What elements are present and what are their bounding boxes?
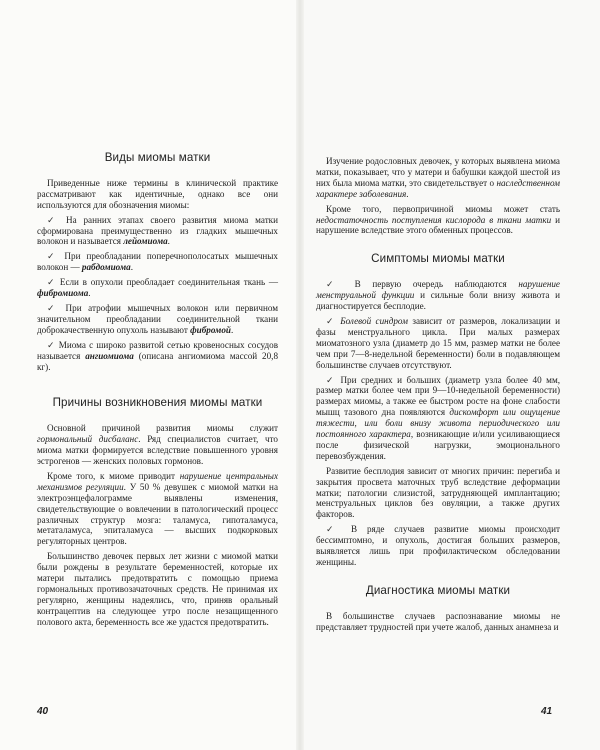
intro-paragraph: Приведенные ниже термины в клинической практике рассматривают как идентичные, однако все они используются для обозначения миомы: <box>37 177 278 210</box>
list-item: ✓ На ранних этапах своего развития миома матки сформирована преимущественно из гладких мышечных волокон и называется лейомиома. <box>37 214 278 247</box>
checkmark-icon: ✓ <box>47 214 60 225</box>
page-number-right: 41 <box>541 706 553 717</box>
checkmark-icon: ✓ <box>47 277 57 288</box>
page-number-left: 40 <box>37 706 49 717</box>
list-item: ✓ При средних и больших (диаметр узла более 40 мм, размер матки более чем при 9—10-недельной беременности) размерах миомы, а также ее быстром росте на фоне слабости мышц тазового дна появляются дискомфорт или ощущение тяжести, или боли внизу живота периодического или постоянного характера, возникающие и/или усиливающиеся после физической нагрузки, эмоционального перевозбуждения. <box>316 374 561 461</box>
heading-diagnostics: Диагностика миомы матки <box>365 583 511 597</box>
term-fibroma: фибромой <box>190 324 231 335</box>
checkmark-icon: ✓ <box>47 339 56 350</box>
list-item: ✓ При атрофии мышечных волокон или первичном значительном преобладании соединительной ткани доброкачественную опухоль называют фибромой. <box>37 302 278 335</box>
heading-symptoms: Симптомы миомы матки <box>371 252 505 266</box>
right-column <box>316 156 560 637</box>
paragraph-regulation: Кроме того, к миоме приводит нарушение центральных механизмов регуляции. У 50 % девушек с миомой матки на электроэнцефалограмме выявлены изменения, свидетельствующие о вовлечении в патологический процесс различных структур мозга: таламуса, гипоталамуса, метаталамуса, эпиталамуса — высших подкорковых регуляторных центров. <box>37 470 279 547</box>
heading-types-of-fibroids: Виды миомы матки <box>104 151 211 164</box>
paragraph-diagnostics: В большинстве случаев распознавание миомы не представляет трудностей при учете жалоб, данных анамнеза и <box>316 610 560 632</box>
paragraph-infertility: Развитие бесплодия зависит от многих причин: перегиба и закрытия просвета маточных труб вследствие деформации матки; патологии слизистой, затрудняющей имплантацию; менструальных циклов без овуляции, а также других факторов. <box>316 465 560 520</box>
checkmark-icon: ✓ <box>47 251 59 262</box>
checkmark-icon: ✓ <box>326 524 342 535</box>
paragraph-oxygen: Кроме того, первопричиной миомы может стать недостаточность поступления кислорода в ткани матки и нарушение вследствие этого обменных процессов. <box>316 203 560 236</box>
paragraph-heredity: Изучение родословных девочек, у которых выявлена миома матки, показывает, что у матери и бабушки каждой шестой из них была миома матки, это свидетельствует о наследственном характере заболевания. <box>316 156 560 199</box>
term-angiomyoma: ангиомиома <box>85 350 134 361</box>
checkmark-icon: ✓ <box>326 315 336 326</box>
checkmark-icon: ✓ <box>47 302 59 313</box>
left-column <box>37 153 278 632</box>
list-item: ✓ В ряде случаев развитие миомы происходит бессимптомно, и опухоль, достигая больших размеров, выявляется лишь при профилактическом обследовании женщины. <box>316 524 560 567</box>
list-item: ✓ Болевой синдром зависит от размеров, локализации и фазы менструального цикла. При малых размерах миоматозного узла (диаметр до 15 мм, размер матки не более чем при 7—8-недельной беременности) боли в подавляющем большинстве случаев отсутствуют. <box>316 315 560 370</box>
book-gutter <box>296 0 304 750</box>
checkmark-icon: ✓ <box>326 279 343 290</box>
heading-causes: Причины возникновения миомы матки <box>52 396 263 410</box>
paragraph-contraceptives: Большинство девочек первых лет жизни с миомой матки были рождены в результате беременностей, которые их матери пытались предотвратить с помощью приема гормональных противозачаточных средств. Не принимая их регулярно, женщины надеялись, что, приняв оральный контрацептив на следующее утро после незащищенного полового акта, беременность все же удастся предотвратить. <box>37 551 278 627</box>
list-item: ✓ При преобладании поперечнополосатых мышечных волокон — рабдомиома. <box>37 251 278 273</box>
list-item: ✓ В первую очередь наблюдаются нарушение менструальной функции и сильные боли внизу живота и диагностируется бесплодие. <box>316 279 561 312</box>
term-rhabdomyoma: рабдомиома <box>81 262 131 273</box>
paragraph-hormonal: Основной причиной развития миомы служит гормональный дисбаланс. Ряд специалистов считает, что миома матки формируется вследствие повышенного уровня эстрогенов — женских половых гормонов. <box>37 423 278 467</box>
checkmark-icon: ✓ <box>326 374 336 385</box>
list-item: ✓ Миома с широко развитой сетью кровеносных сосудов называется ангиомиома (описана ангиомиома массой 20,8 кг). <box>37 339 279 372</box>
term-leiomyoma: лейомиома <box>123 236 168 247</box>
term-fibromyoma: фибромиома <box>37 288 89 299</box>
list-item: ✓ Если в опухоли преобладает соединительная ткань — фибромиома. <box>37 277 278 299</box>
